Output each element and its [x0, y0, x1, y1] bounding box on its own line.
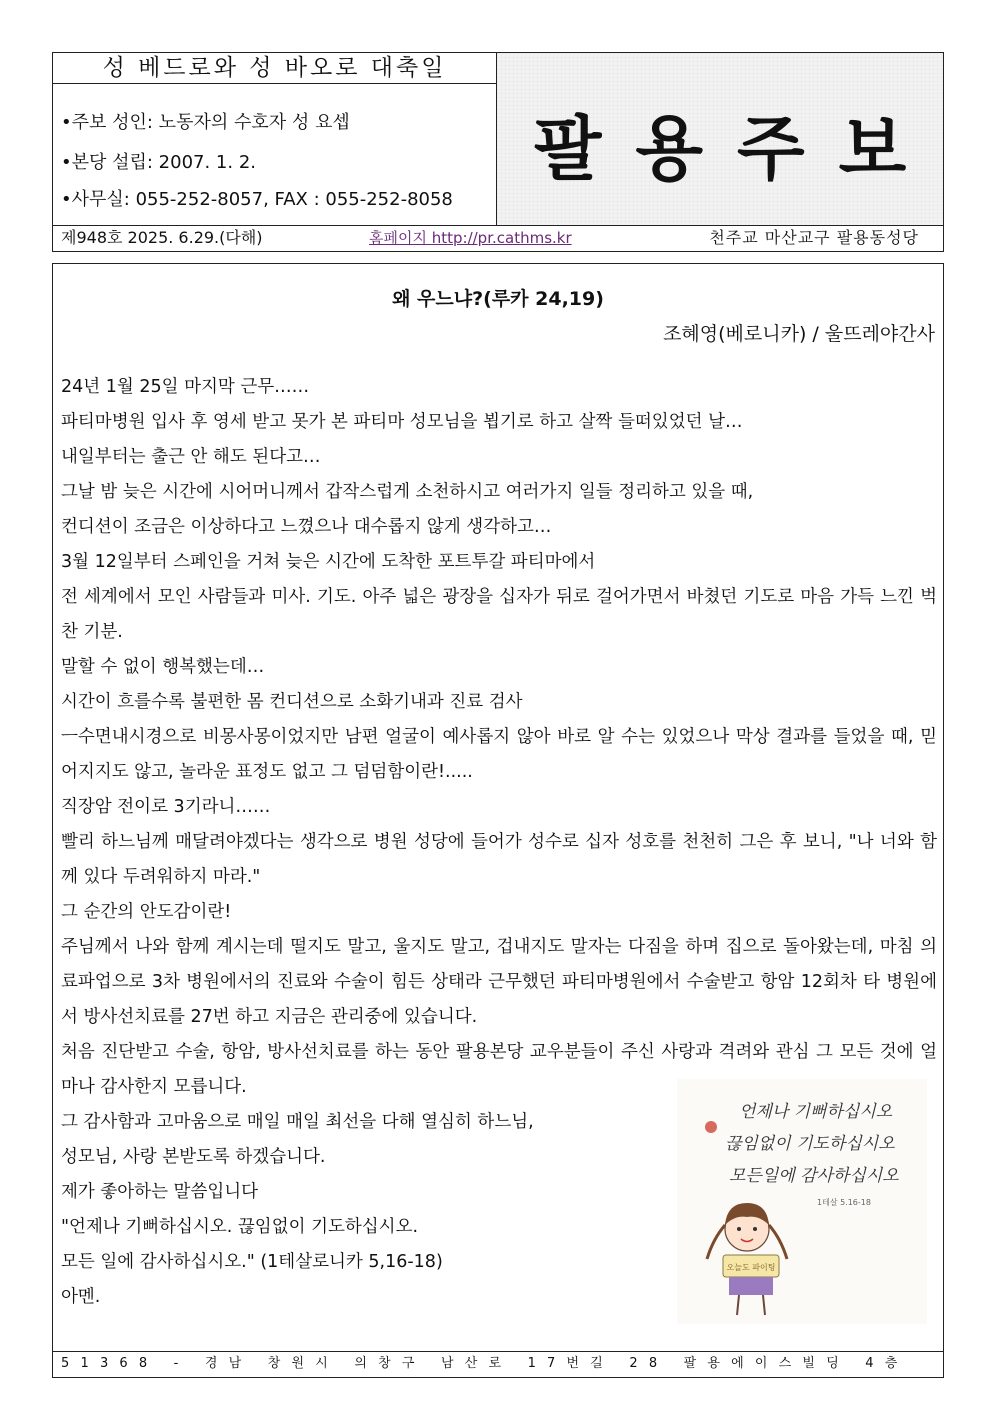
paragraph: 그 순간의 안도감이란!: [61, 902, 232, 922]
paragraph: 내일부터는 출근 안 해도 된다고…: [61, 447, 321, 467]
homepage-link[interactable]: 홈페이지 http://pr.cathms.kr: [369, 229, 572, 247]
scripture-quote-line: 모든 일에 감사하십시오." (1테살로니카 5,16-18): [61, 1252, 443, 1272]
masthead-panel: [497, 53, 943, 225]
church-name: 천주교 마산교구 팔용동성당: [709, 228, 919, 247]
red-seal-stamp: [705, 1121, 717, 1133]
sign-text: 오늘도 파이팅: [726, 1263, 776, 1272]
header-info-panel: [53, 53, 497, 225]
bulletin-header: [52, 52, 944, 252]
calligraphy-line-3: 모든일에 감사하십시오: [729, 1166, 899, 1186]
paragraph: ㅡ수면내시경으로 비몽사몽이었지만 남편 얼굴이 예사롭지 않아 바로 알 수는 있었으나 막상 결과를 들었을 때, 믿어지지도 않고, 놀라운 표정도 없고 그 덤덤함이란!.....: [61, 727, 937, 782]
article-title: 왜 우느냐?(루카 24,19): [392, 288, 604, 310]
paragraph: 파티마병원 입사 후 영세 받고 못가 본 파티마 성모님을 뵙기로 하고 살짝 들떠있었던 날…: [61, 412, 743, 432]
issue-number-date: 제948호 2025. 6.29.(다해): [61, 228, 263, 247]
paragraph: 처음 진단받고 수술, 항암, 방사선치료를 하는 동안 팔용본당 교우분들이 주신 사랑과 격려와 관심 그 모든 것에 얼마나 감사한지 모릅니다.: [61, 1042, 937, 1097]
address-bar: [53, 1351, 943, 1377]
parish-address: 51368 - 경남 창원시 의창구 남산로 17번길 28 팔용에이스빌딩 4층: [61, 1356, 909, 1371]
parish-established-line: •본당 설립: 2007. 1. 2.: [61, 152, 256, 173]
paragraph: 그날 밤 늦은 시간에 시어머니께서 갑작스럽게 소천하시고 여러가지 일들 정리하고 있을 때,: [61, 482, 754, 502]
paragraph: 말할 수 없이 행복했는데…: [61, 657, 265, 677]
skirt: [729, 1277, 773, 1295]
article-box: [52, 263, 944, 1378]
paragraph: 시간이 흐를수록 불편한 몸 컨디션으로 소화기내과 진료 검사: [61, 692, 523, 712]
paragraph: 전 세계에서 모인 사람들과 미사. 기도. 아주 넓은 광장을 십자가 뒤로 걸어가면서 바쳤던 기도로 마음 가득 느낀 벅찬 기분.: [61, 587, 937, 642]
paragraph: 제가 좋아하는 말씀입니다: [61, 1182, 259, 1202]
calligraphy-reference: 1테살 5.16-18: [817, 1198, 871, 1207]
paragraph: 24년 1월 25일 마지막 근무……: [61, 377, 310, 397]
paragraph: 컨디션이 조금은 이상하다고 느꼈으나 대수롭지 않게 생각하고…: [61, 517, 552, 537]
closing-amen: 아멘.: [61, 1287, 101, 1307]
paragraph: 직장암 전이로 3기라니……: [61, 797, 271, 817]
article-author: 조혜영(베로니카) / 울뜨레야간사: [663, 323, 935, 345]
masthead-title: 팔용주보: [533, 108, 941, 190]
calligraphy-line-2: 끊임없이 기도하십시오: [725, 1134, 895, 1154]
paragraph: 성모님, 사랑 본받도록 하겠습니다.: [61, 1147, 326, 1167]
calligraphy-girl-illustration: [677, 1079, 927, 1324]
paragraph: 주님께서 나와 함께 계시는데 떨지도 말고, 울지도 말고, 겁내지도 말자는 다짐을 하며 집으로 돌아왔는데, 마침 의료파업으로 3차 병원에서의 진료와 수술이 힘든 상태라 근무했던 파티마병원에서 수술받고 항암 12회차 타 병원에서 방사선치료를 27번 하고 지금은 관리중에 있습니다.: [61, 937, 937, 1027]
office-contact-line: •사무실: 055-252-8057, FAX : 055-252-8058: [61, 189, 453, 210]
scripture-quote-line: "언제나 기뻐하십시오. 끊임없이 기도하십시오.: [61, 1217, 419, 1237]
patron-saint-line: •주보 성인: 노동자의 수호자 성 요셉: [61, 112, 350, 133]
paragraph: 빨리 하느님께 매달려야겠다는 생각으로 병원 성당에 들어가 성수로 십자 성호를 천천히 그은 후 보니, "나 너와 함께 있다 두려워하지 마라.": [61, 832, 937, 887]
issue-bar: [53, 225, 943, 251]
paragraph: 그 감사함과 고마움으로 매일 매일 최선을 다해 열심히 하느님,: [61, 1112, 534, 1132]
feast-title: 성 베드로와 성 바오로 대축일: [53, 53, 496, 84]
calligraphy-line-1: 언제나 기뻐하십시오: [739, 1102, 893, 1122]
paragraph: 3월 12일부터 스페인을 거쳐 늦은 시간에 도착한 포트투갈 파티마에서: [61, 552, 596, 572]
